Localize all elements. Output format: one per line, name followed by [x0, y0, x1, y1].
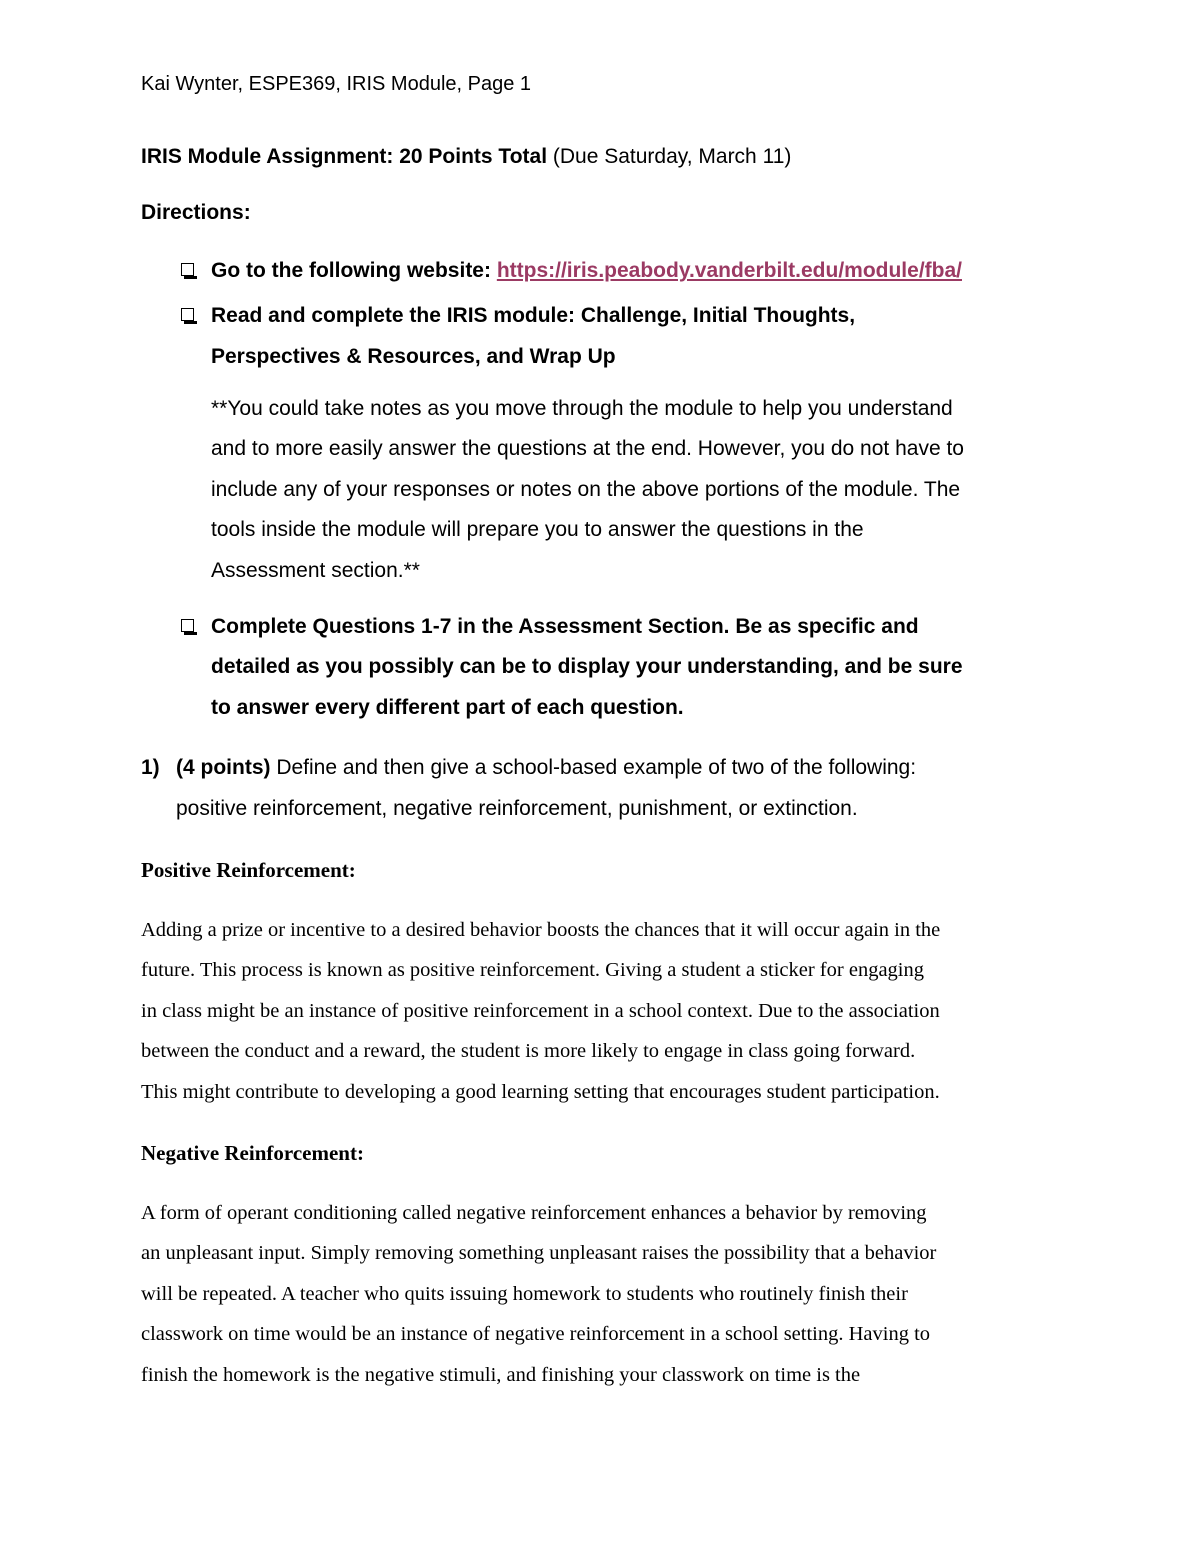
question-1-line-1	[176, 753, 916, 783]
assignment-title	[141, 142, 791, 172]
paragraph-line: A form of operant conditioning called negative reinforcement enhances a behavior by removing	[141, 1202, 927, 1224]
checkbox-icon	[181, 619, 194, 632]
note-line: Assessment section.**	[211, 559, 420, 582]
module-link[interactable]: https://iris.peabody.vanderbilt.edu/module/fba/	[496, 259, 962, 282]
note-line: **You could take notes as you move through the module to help you understand	[211, 397, 953, 420]
note-line: tools inside the module will prepare you to answer the questions in the	[211, 518, 864, 541]
paragraph-line: Adding a prize or incentive to a desired behavior boosts the chances that it will occur again in the	[141, 919, 941, 941]
bullet-complete-line-1: Complete Questions 1-7 in the Assessment Section. Be as specific and	[211, 615, 919, 638]
title-bold: IRIS Module Assignment: 20 Points Total	[141, 145, 548, 168]
question-number: 1)	[141, 756, 160, 779]
title-due-date: (Due Saturday, March 11)	[547, 145, 792, 168]
checkbox-icon	[181, 308, 194, 321]
paragraph-line: in class might be an instance of positive reinforcement in a school context. Due to the association	[141, 1000, 940, 1022]
paragraph-line: finish the homework is the negative stimuli, and finishing your classwork on time is the	[141, 1364, 861, 1386]
section-heading-negative: Negative Reinforcement:	[141, 1141, 364, 1165]
page-header: Kai Wynter, ESPE369, IRIS Module, Page 1	[141, 73, 532, 95]
paragraph-line: future. This process is known as positive reinforcement. Giving a student a sticker for engaging	[141, 959, 924, 981]
question-text: Define and then give a school-based example of two of the following:	[270, 756, 917, 779]
bullet-complete-line-3: to answer every different part of each question.	[211, 696, 684, 719]
bullet-website-text: Go to the following website:	[211, 259, 497, 282]
question-points: (4 points)	[176, 756, 271, 779]
paragraph-line: an unpleasant input. Simply removing something unpleasant raises the possibility that a behavior	[141, 1242, 937, 1264]
paragraph-line: This might contribute to developing a good learning setting that encourages student participation.	[141, 1081, 940, 1103]
paragraph-line: between the conduct and a reward, the student is more likely to engage in class going forward.	[141, 1040, 916, 1062]
note-line: and to more easily answer the questions at the end. However, you do not have to	[211, 437, 964, 460]
bullet-read-line-2: Perspectives & Resources, and Wrap Up	[211, 345, 616, 368]
bullet-website	[211, 256, 962, 286]
paragraph-line: will be repeated. A teacher who quits issuing homework to students who routinely finish their	[141, 1283, 908, 1305]
checkbox-icon	[181, 263, 194, 276]
paragraph-line: classwork on time would be an instance of negative reinforcement in a school setting. Having to	[141, 1323, 931, 1345]
question-1-line-2: positive reinforcement, negative reinforcement, punishment, or extinction.	[176, 797, 858, 820]
note-line: include any of your responses or notes on the above portions of the module. The	[211, 478, 961, 501]
section-heading-positive: Positive Reinforcement:	[141, 858, 356, 882]
directions-label: Directions:	[141, 201, 251, 224]
bullet-complete-line-2: detailed as you possibly can be to display your understanding, and be sure	[211, 655, 963, 678]
bullet-read-line-1: Read and complete the IRIS module: Challenge, Initial Thoughts,	[211, 304, 856, 327]
